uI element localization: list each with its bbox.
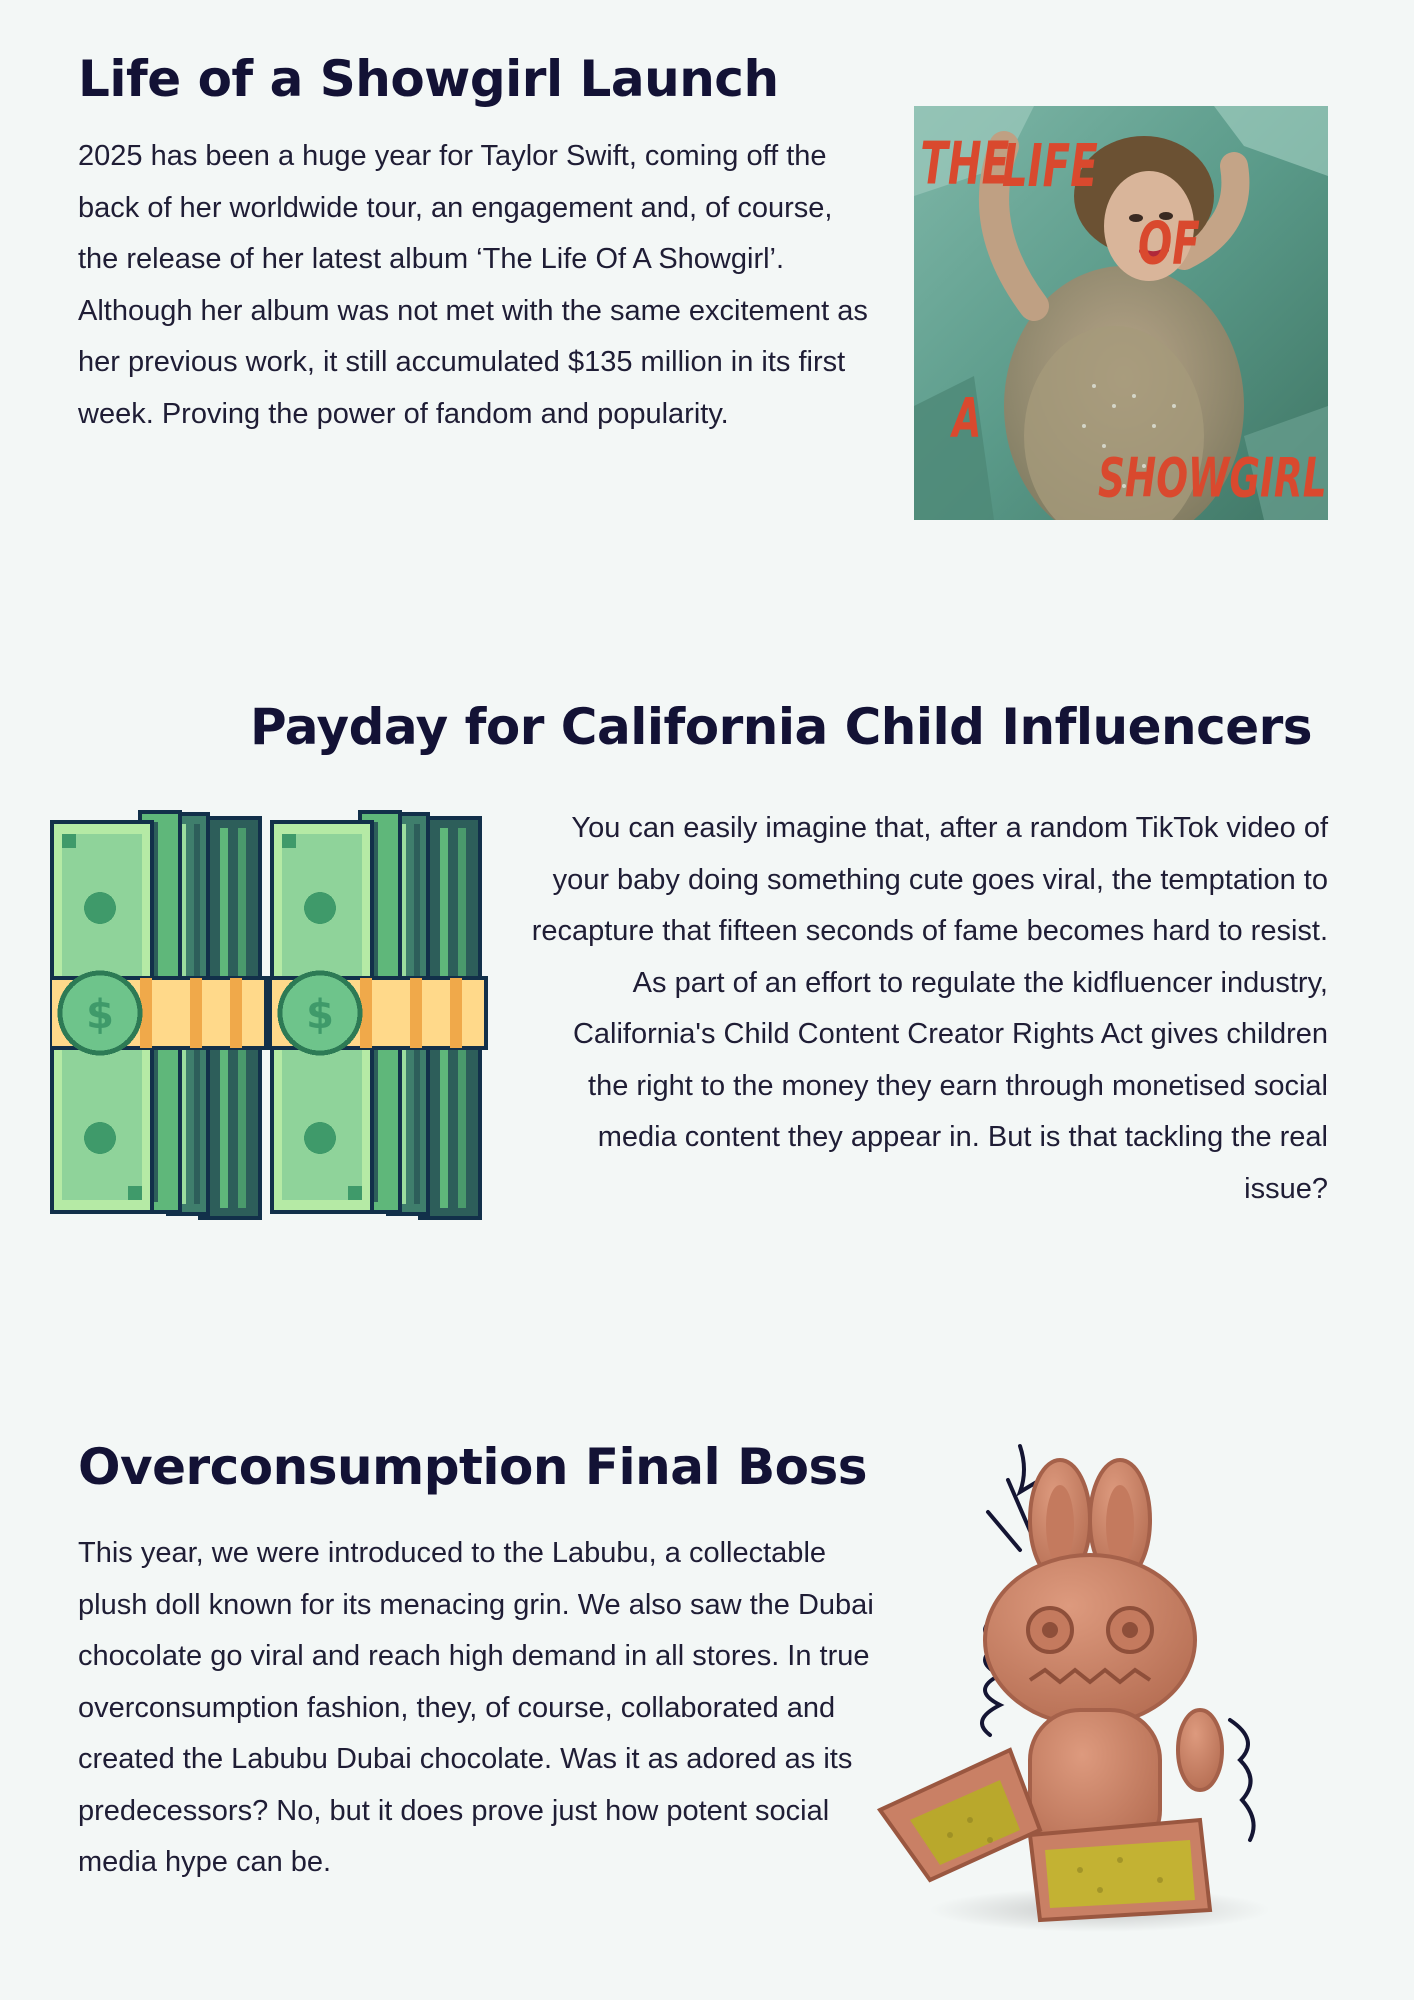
section-body-showgirl: 2025 has been a huge year for Taylor Swift, coming off the back of her worldwide tour, an engagement and, of course, the release of her latest album ‘The Life Of A Showgirl’. Although her album was not met with the same excitement as her previous work, it still accumulated $135 million in its first week. Proving the power of fandom and popularity. (78, 140, 868, 430)
svg-text:$: $ (86, 992, 114, 1038)
album-cover-image (914, 106, 1328, 520)
section-title-showgirl: Life of a Showgirl Launch (78, 50, 779, 108)
album-word-showgirl: SHOWGIRL (1098, 447, 1327, 511)
album-word-of: OF (1138, 209, 1200, 279)
labubu-chocolate-image (870, 1440, 1290, 1940)
pixel-money-stacks-image (50, 808, 490, 1228)
album-word-a: A (952, 387, 982, 451)
album-word-life: LIFE (1002, 131, 1098, 201)
section-title-overconsumption: Overconsumption Final Boss (78, 1438, 868, 1496)
album-word-the: THE (920, 129, 1010, 199)
section-body-overconsumption: This year, we were introduced to the Labubu, a collectable plush doll known for its menacing grin. We also saw the Dubai chocolate go viral and reach high demand in all stores. In true overconsumption fashion, they, of course, collaborated and created the Labubu Dubai chocolate. Was it as adored as its predecessors? No, but it does prove just how potent social media hype can be. (78, 1537, 874, 1878)
section-title-payday: Payday for California Child Influencers (250, 698, 1313, 756)
section-body-payday: You can easily imagine that, after a random TikTok video of your baby doing something cute goes viral, the temptation to recapture that fifteen seconds of fame becomes hard to resist. As part of an effort to regulate the kidfluencer industry, California's Child Content Creator Rights Act gives children the right to the money they earn through monetised social media content they appear in. But is that tackling the real issue? (531, 812, 1328, 1205)
